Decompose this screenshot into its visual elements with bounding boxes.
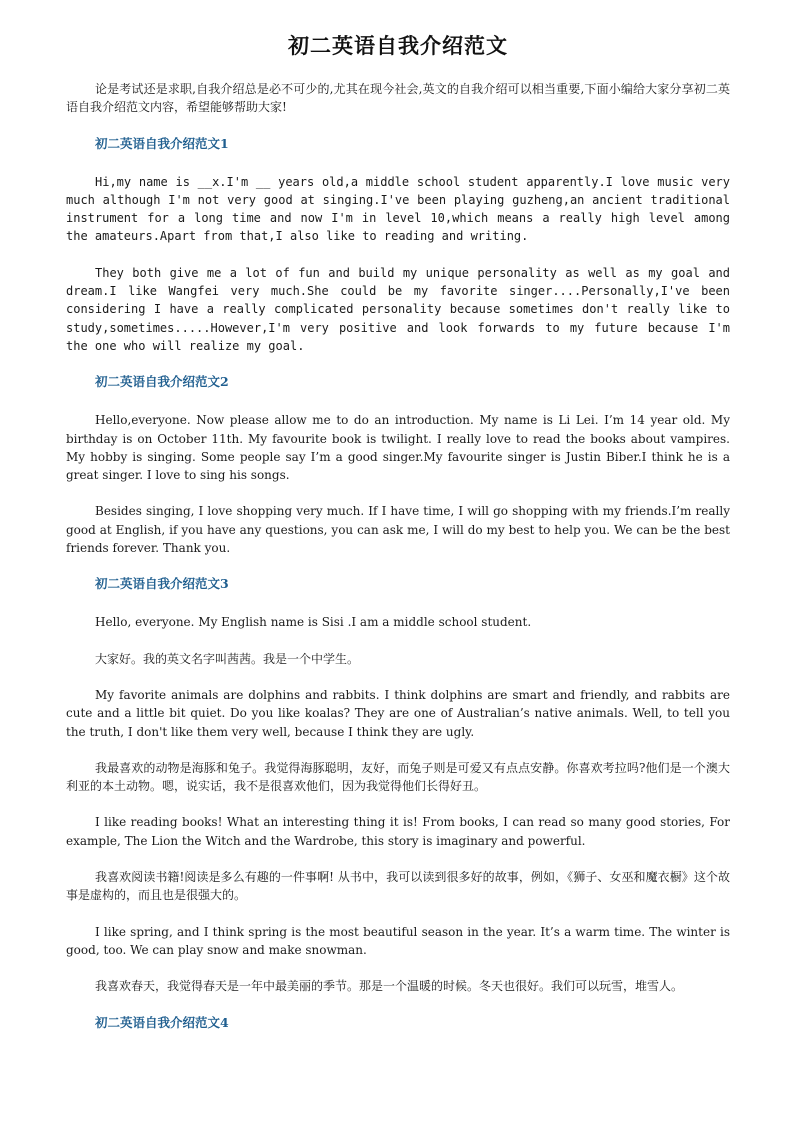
section-heading: 初二英语自我介绍范文3 [95,576,229,592]
page-title: 初二英语自我介绍范文 [288,34,508,58]
paragraph: I like reading books! What an interesting thing it is! From books, I can read so many good stories, For example, The Lion the Witch and the Wardrobe, this story is imaginary and powerful. [66,815,730,848]
section-heading: 初二英语自我介绍范文2 [95,374,229,390]
intro-paragraph: 论是考试还是求职,自我介绍总是必不可少的,尤其在现今社会,英文的自我介绍可以相当重要,下面小编给大家分享初二英语自我介绍范文内容，希望能够帮助大家! [66,82,730,115]
section-2 [66,373,730,557]
paragraph: 我喜欢春天，我觉得春天是一年中最美丽的季节。那是一个温暖的时候。冬天也很好。我们可以玩雪，堆雪人。 [95,979,684,994]
paragraph: Hello, everyone. My English name is Sisi .I am a middle school student. [95,615,532,630]
paragraph: 我最喜欢的动物是海豚和兔子。我觉得海豚聪明，友好，而兔子则是可爱又有点点安静。你喜欢考拉吗?他们是一个澳大利亚的本土动物。嗯，说实话，我不是很喜欢他们，因为我觉得他们长得好丑。 [66,760,730,794]
section-3 [66,575,730,995]
paragraph: 我喜欢阅读书籍!阅读是多么有趣的一件事啊! 从书中，我可以读到很多好的故事，例如，《狮子、女巫和魔衣橱》这个故事是虚构的，而且也是很强大的。 [66,870,730,903]
paragraph: They both give me a lot of fun and build my unique personality as well as my goal and dream.I like Wangfei very much.She could be my favorite singer....Personally,I've been considering I have a really complicated personality because sometimes don't really like to study,sometimes.....However,I'm very positive and look forwards to my future because I'm the one who will realize my goal. [66,265,730,353]
document-page [66,30,730,1052]
paragraph: I like spring, and I think spring is the most beautiful season in the year. It’s a warm time. The winter is good, too. We can play snow and make snowman. [66,924,730,957]
paragraph: Besides singing, I love shopping very much. If I have time, I will go shopping with my friends.I’m really good at English, if you have any questions, you can ask me, I will do my best to help you. We can be the best friends forever. Thank you. [66,504,730,556]
paragraph: Hi,my name is __x.I'm __ years old,a middle school student apparently.I love music very much although I'm not very good at singing.I've been playing guzheng,an ancient traditional instrument for a long time and now I'm in level 10,which means a really high level among the amateurs.Apart from that,I also like to reading and writing. [66,174,730,244]
paragraph: My favorite animals are dolphins and rabbits. I think dolphins are smart and friendly, and rabbits are cute and a little bit quiet. Do you like koalas? They are one of Australian’s native animals. Well, to tell you the truth, I don't like them very well, because I think they are ugly. [66,687,730,739]
section-4 [66,1014,730,1032]
paragraph: Hello,everyone. Now please allow me to do an introduction. My name is Li Lei. I’m 14 year old. My birthday is on October 11th. My favourite book is twilight. I really love to read the books about vampires. My hobby is singing. Some people say I’m a good singer.My favourite singer is Justin Biber.I think he is a great singer. I love to sing his songs. [66,413,730,483]
section-heading: 初二英语自我介绍范文4 [95,1014,229,1030]
section-1 [66,135,730,356]
paragraph: 大家好。我的英文名字叫茜茜。我是一个中学生。 [95,651,360,666]
section-heading: 初二英语自我介绍范文1 [95,135,229,151]
